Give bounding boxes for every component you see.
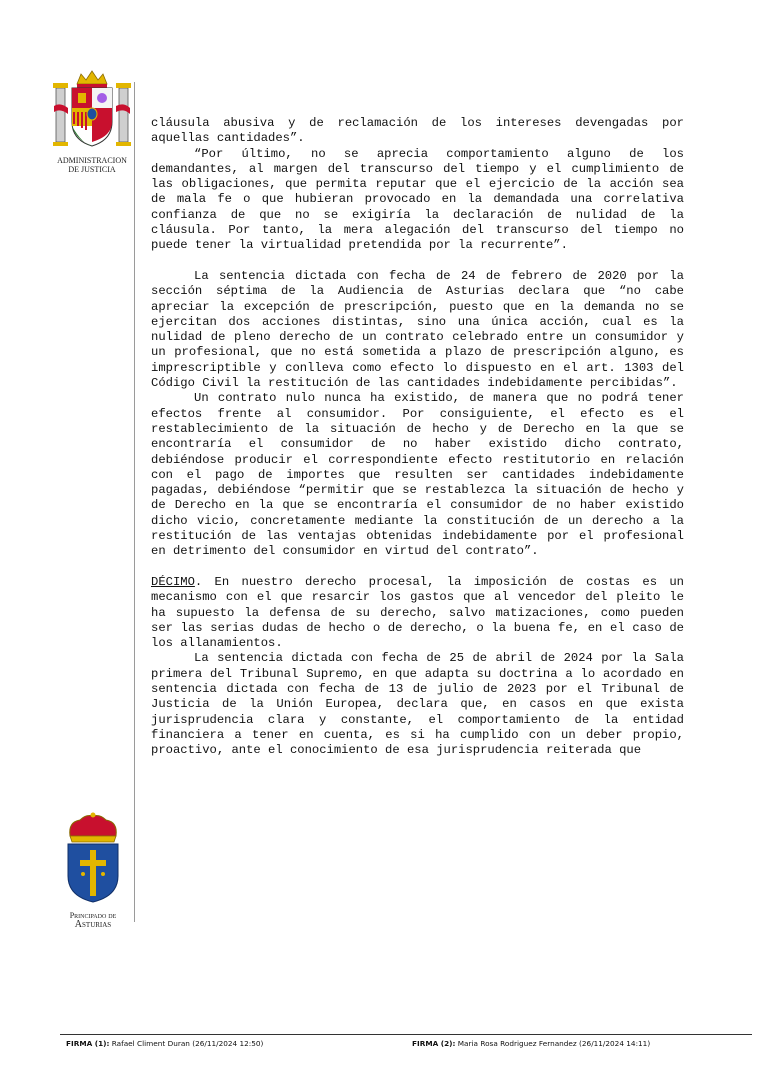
signature-2-label: FIRMA (2): — [412, 1039, 456, 1048]
paragraph-2: “Por último, no se aprecia comportamiento alguno de los demandantes, al margen del transcurso del tiempo y el cumplimiento de las obligaciones, que permita reputar que el ejercicio de la acción sea de mala fe o que hubieran provocado en la demandada una correlativa confianza de que no se exigiría la declaración de nulidad de la cláusula. Por tanto, la mera alegación del transcurso del tiempo no puede tener la virtualidad pretendida por la recurrente”. — [151, 146, 684, 253]
paragraph-1: cláusula abusiva y de reclamación de los intereses devengadas por aquellas cantidades”. — [151, 116, 684, 146]
justicia-emblem — [50, 66, 134, 174]
side-caption-line2: Asturias — [74, 919, 112, 930]
footer-rule — [60, 1034, 752, 1035]
logo-caption-line2: DE JUSTICIA — [68, 165, 116, 174]
margin-rule — [134, 82, 135, 922]
asturias-shield-icon — [60, 812, 126, 904]
asturias-emblem — [60, 812, 126, 932]
paragraph-4: Un contrato nulo nunca ha existido, de manera que no podrá tener efectos frente al consumidor. Por consiguiente, el efecto es el restablecimiento de la situación de hecho y de Derecho en la que se encontraría el consumidor de no haber existido dicho contrato, debiéndose producir el correspondiente efecto restitutorio en relación con el pago de importes que resulten ser cantidades indebidamente pagadas, debiéndose “permitir que se restablezca la situación de hecho y de Derecho en la que se encontraría el consumidor de no haber existido dicho vicio, concretamente mediante la constitución de un derecho a la restitución de las ventajas obtenidas indebidamente por el profesional en detrimento del consumidor en virtud del contrato”. — [151, 391, 684, 559]
signature-2 — [412, 1039, 650, 1048]
document-body — [151, 116, 684, 758]
signature-1-label: FIRMA (1): — [66, 1039, 110, 1048]
paragraph-3: La sentencia dictada con fecha de 24 de febrero de 2020 por la sección séptima de la Audiencia de Asturias declara que “no cabe apreciar la excepción de prescripción, puesto que en la demanda no se ejercitan dos acciones distintas, sino una única acción, cual es la nulidad de pleno derecho de un contrato celebrado entre un consumidor y un profesional, que no está sometida a plazo de prescripción alguno, es imprescriptible y conlleva como efecto lo dispuesto en el art. 1303 del Código Civil la restitución de las cantidades indebidamente percibidas”. — [151, 268, 684, 391]
paragraph-5-text: . En nuestro derecho procesal, la imposición de costas es un mecanismo con el que resarcir los gastos que al vencedor del pleito le ha supuesto la defensa de su derecho, salvo matizaciones, como pueden ser las serias dudas de hecho o de derecho, o la buena fe, en el caso de los allanamientos. — [151, 574, 684, 651]
signature-1-value: Rafael Climent Duran (26/11/2024 12:50) — [111, 1039, 264, 1048]
side-caption-line1: Principado de — [69, 911, 117, 920]
paragraph-5 — [151, 575, 684, 651]
logo-caption-line1: ADMINISTRACION — [57, 156, 127, 165]
signature-2-value: Maria Rosa Rodriguez Fernandez (26/11/2024 14:11) — [457, 1039, 651, 1048]
coat-of-arms-icon — [50, 66, 134, 150]
section-heading-decimo: DÉCIMO — [151, 574, 195, 589]
signature-1 — [66, 1039, 263, 1048]
paragraph-6: La sentencia dictada con fecha de 25 de abril de 2024 por la Sala primera del Tribunal Supremo, en que adapta su doctrina a lo acordado en sentencia dictada con fecha de 13 de julio de 2023 por el Tribunal de Justicia de la Unión Europea, declara que, en casos en que exista jurisprudencia clara y constante, el comportamiento de la entidad financiera a tener en cuenta, es si ha cumplido con un deber propio, proactivo, ante el conocimiento de esa jurisprudencia reiterada que — [151, 651, 684, 758]
